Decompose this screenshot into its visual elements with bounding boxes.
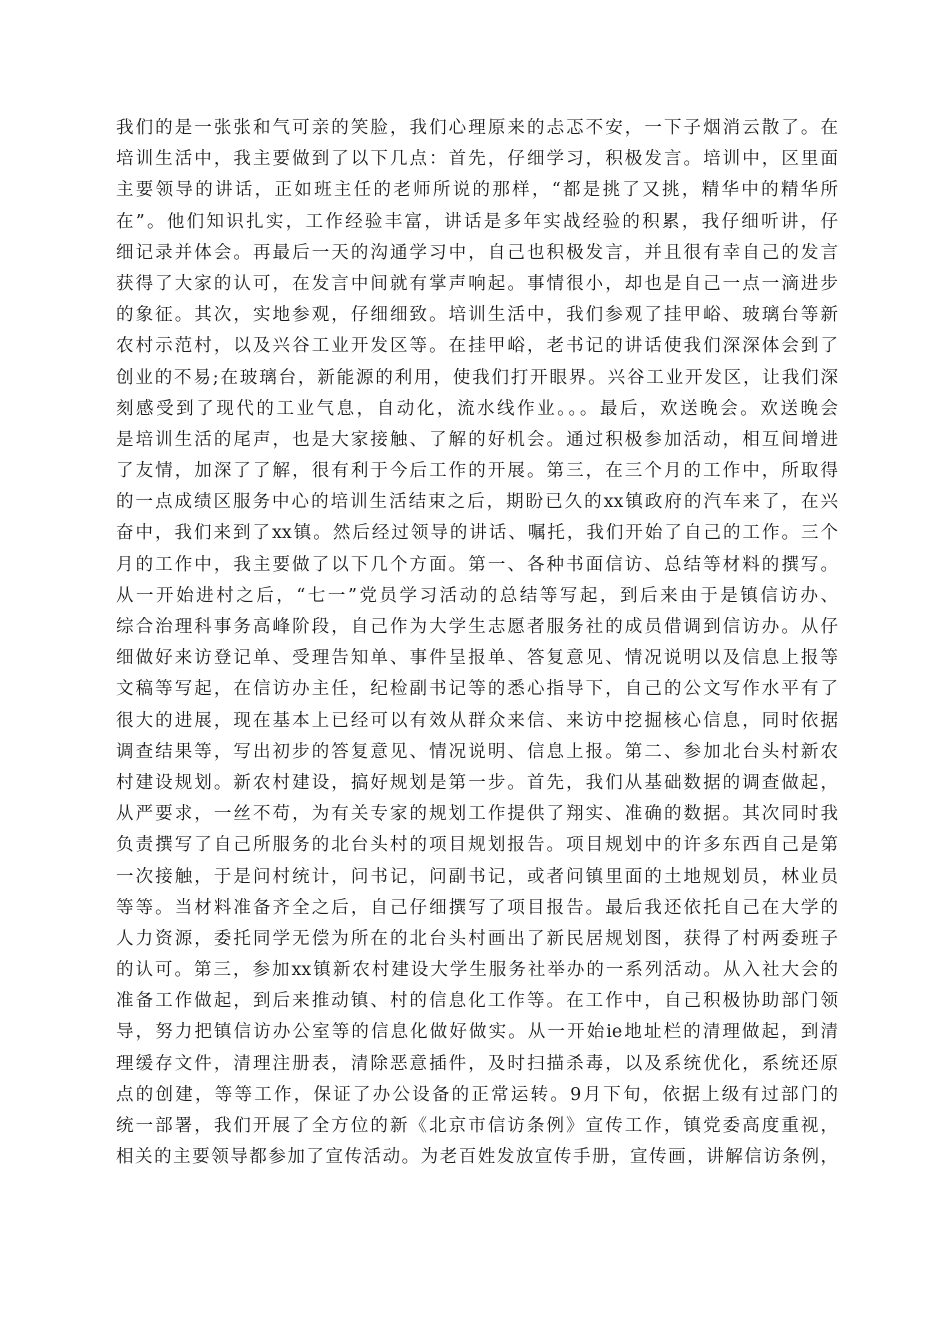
text-line: 主要领导的讲话，正如班主任的老师所说的那样，“都是挑了又挑，精华中的精华所 [116, 180, 838, 201]
text-line: 导，努力把镇信访办公室等的信息化做好做实。从一开始ie地址栏的清理做起，到清 [116, 1022, 838, 1043]
text-line: 细记录并体会。再最后一天的沟通学习中，自己也积极发言，并且很有幸自己的发言 [116, 242, 838, 263]
text-line: 月的工作中，我主要做了以下几个方面。第一、各种书面信访、总结等材料的撰写。 [116, 554, 838, 575]
text-line: 人力资源，委托同学无偿为所在的北台头村画出了新民居规划图，获得了村两委班子 [116, 928, 838, 949]
text-line: 是培训生活的尾声，也是大家接触、了解的好机会。通过积极参加活动，相互间增进 [116, 429, 838, 450]
text-line: 一次接触，于是问村统计，问书记，问副书记，或者问镇里面的土地规划员，林业员 [116, 866, 838, 887]
text-line: 奋中，我们来到了xx镇。然后经过领导的讲话、嘱托，我们开始了自己的工作。三个 [116, 523, 838, 544]
text-line: 我们的是一张张和气可亲的笑脸，我们心理原来的忐忑不安，一下子烟消云散了。在 [116, 118, 838, 138]
text-line: 的象征。其次，实地参观，仔细细致。培训生活中，我们参观了挂甲峪、玻璃台等新 [116, 305, 838, 326]
text-line: 村建设规划。新农村建设，搞好规划是第一步。首先，我们从基础数据的调查做起， [116, 772, 838, 793]
text-line: 在”。他们知识扎实，工作经验丰富，讲话是多年实战经验的积累，我仔细听讲，仔 [116, 211, 838, 232]
body-text [116, 113, 838, 1173]
text-line: 相关的主要领导都参加了宣传活动。为老百姓发放宣传手册，宣传画，讲解信访条例， [116, 1147, 838, 1168]
text-line: 的一点成绩区服务中心的培训生活结束之后，期盼已久的xx镇政府的汽车来了，在兴 [116, 492, 838, 513]
text-line: 负责撰写了自己所服务的北台头村的项目规划报告。项目规划中的许多东西自己是第 [116, 835, 838, 856]
text-line: 准备工作做起，到后来推动镇、村的信息化工作等。在工作中，自己积极协助部门领 [116, 991, 838, 1012]
text-line: 了友情，加深了了解，很有利于今后工作的开展。第三，在三个月的工作中，所取得 [116, 461, 838, 482]
text-line: 文稿等写起，在信访办主任，纪检副书记等的悉心指导下，自己的公文写作水平有了 [116, 679, 838, 700]
text-line: 刻感受到了现代的工业气息，自动化，流水线作业。。。最后，欢送晚会。欢送晚会 [116, 398, 838, 419]
text-line: 点的创建，等等工作，保证了办公设备的正常运转。9月下旬，依据上级有过部门的 [116, 1084, 838, 1105]
text-line: 理缓存文件，清理注册表，清除恶意插件，及时扫描杀毒，以及系统优化，系统还原 [116, 1053, 838, 1074]
text-line: 从严要求，一丝不苟，为有关专家的规划工作提供了翔实、准确的数据。其次同时我 [116, 804, 838, 825]
text-line: 从一开始进村之后，“七一”党员学习活动的总结等写起，到后来由于是镇信访办、 [116, 585, 838, 606]
text-line: 的认可。第三，参加xx镇新农村建设大学生服务社举办的一系列活动。从入社大会的 [116, 960, 838, 981]
text-line: 农村示范村，以及兴谷工业开发区等。在挂甲峪，老书记的讲话使我们深深体会到了 [116, 336, 838, 357]
text-line: 调查结果等，写出初步的答复意见、情况说明、信息上报。第二、参加北台头村新农 [116, 741, 838, 762]
text-line: 培训生活中，我主要做到了以下几点：首先，仔细学习，积极发言。培训中，区里面 [116, 149, 838, 170]
text-line: 统一部署，我们开展了全方位的新《北京市信访条例》宣传工作，镇党委高度重视， [116, 1116, 838, 1136]
text-line: 细做好来访登记单、受理告知单、事件呈报单、答复意见、情况说明以及信息上报等 [116, 648, 838, 669]
text-line: 创业的不易;在玻璃台，新能源的利用，使我们打开眼界。兴谷工业开发区，让我们深 [116, 367, 838, 388]
text-line: 获得了大家的认可，在发言中间就有掌声响起。事情很小，却也是自己一点一滴进步 [116, 273, 838, 294]
text-line: 很大的进展，现在基本上已经可以有效从群众来信、来访中挖掘核心信息，同时依据 [116, 710, 838, 731]
text-line: 综合治理科事务高峰阶段，自己作为大学生志愿者服务社的成员借调到信访办。从仔 [116, 617, 838, 637]
text-line: 等等。当材料准备齐全之后，自己仔细撰写了项目报告。最后我还依托自己在大学的 [116, 897, 838, 918]
